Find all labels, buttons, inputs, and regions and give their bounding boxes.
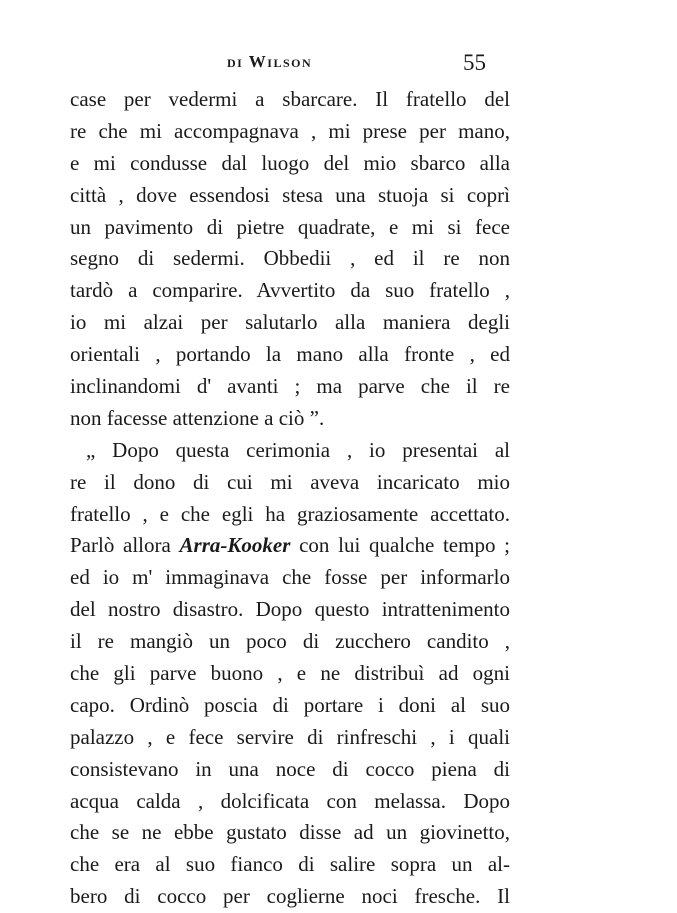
text-line: un pavimento di pietre quadrate, e mi si fece: [70, 214, 510, 239]
text-line: consistevano in una noce di cocco piena di: [70, 756, 510, 781]
text-line: che se ne ebbe gustato disse ad un giovinetto,: [70, 820, 510, 845]
text-line: non facesse attenzione a ciò ”.: [70, 405, 325, 430]
text-line: bero di cocco per coglierne noci fresche. Il: [70, 884, 510, 909]
text-line: acqua calda , dolcificata con melassa. Dopo: [70, 788, 510, 813]
text-line: „ Dopo questa cerimonia , io presentai al: [86, 437, 510, 462]
text-line: del nostro disastro. Dopo questo intrattenimento: [70, 597, 510, 622]
text-line: segno di sedermi. Obbedii , ed il re non: [70, 246, 510, 271]
text-line: che gli parve buono , e ne distribuì ad ogni: [70, 661, 510, 686]
running-title: di Wilson: [227, 52, 313, 71]
text-line: re il dono di cui mi aveva incaricato mio: [70, 469, 510, 494]
text-line: fratello , e che egli ha graziosamente accettato.: [70, 501, 510, 526]
text-line: orientali , portando la mano alla fronte , ed: [70, 342, 510, 367]
ship-name: Arra-Kooker: [179, 533, 291, 558]
text-line: inclinandomi d' avanti ; ma parve che il re: [70, 374, 510, 399]
page-number: 55: [463, 50, 486, 75]
text-line: case per vedermi a sbarcare. Il fratello del: [70, 87, 510, 111]
text-line: capo. Ordinò poscia di portare i doni al suo: [70, 692, 510, 717]
text-line: città , dove essendosi stesa una stuoja si coprì: [70, 182, 510, 207]
text-line: che era al suo fianco di salire sopra un al-: [70, 852, 510, 877]
text-line: re che mi accompagnava , mi prese per mano,: [70, 118, 510, 143]
text-segment: con lui qualche tempo ;: [290, 533, 510, 558]
text-line: ed io m' immaginava che fosse per informarlo: [70, 565, 510, 590]
body-text: [70, 84, 510, 913]
text-segment: Parlò allora: [70, 533, 180, 558]
text-line: [70, 530, 510, 562]
text-line: palazzo , e fece servire di rinfreschi , i quali: [70, 724, 510, 749]
text-line: tardò a comparire. Avvertito da suo fratello ,: [70, 278, 510, 303]
text-line: e mi condusse dal luogo del mio sbarco alla: [70, 150, 510, 175]
text-line: il re mangiò un poco di zucchero candito ,: [70, 629, 510, 654]
text-line: io mi alzai per salutarlo alla maniera degli: [70, 310, 510, 335]
